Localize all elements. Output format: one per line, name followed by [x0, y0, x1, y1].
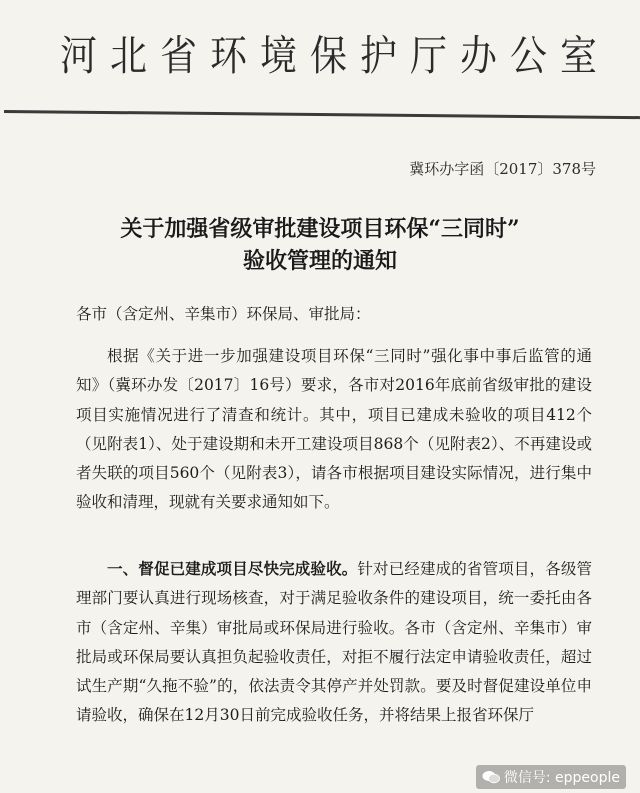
title-line-1: 关于加强省级审批建设项目环保“三同时” [120, 216, 520, 242]
letterhead-rule [4, 110, 640, 119]
section-heading: 一、督促已建成项目尽快完成验收。 [107, 559, 358, 578]
paragraph-1: 根据《关于进一步加强建设项目环保“三同时”强化事中事后监管的通知》（冀环办发〔2017〕16号）要求，各市对2016年底前省级审批的建设项目实施情况进行了清查和统计。其中，项目已建成未验收的项目412个（见附表1）、处于建设期和未开工建设项目868个（见附表2）、不再建设或者失联的项目560个（见附表3），请各市根据项目建设实际情况，进行集中验收和清理，现就有关要求通知如下。 [76, 347, 592, 512]
wechat-icon [482, 770, 500, 784]
salutation: 各市（含定州、辛集市）环保局、审批局： [76, 305, 371, 323]
document-number: 冀环办字函〔2017〕378号 [409, 160, 596, 178]
letterhead: 河北省环境保护厅办公室 [60, 32, 610, 81]
title-line-2: 验收管理的通知 [242, 248, 397, 274]
paragraph-2 [76, 554, 592, 731]
wechat-watermark [476, 765, 626, 789]
watermark-text: 微信号: eppeople [503, 770, 620, 786]
section-text: 针对已经建成的省管项目，各级管理部门要认真进行现场核查，对于满足验收条件的建设项目，统一委托由各市（含定州、辛集）审批局或环保局进行验收。各市（含定州、辛集市）审批局或环保局要认真担负起验收责任，对拒不履行法定申请验收责任，超过试生产期“久拖不验”的，依法责令其停产并处罚款。要及时督促建设单位申请验收，确保在12月30日前完成验收任务，并将结果上报省环保厅 [76, 560, 592, 725]
